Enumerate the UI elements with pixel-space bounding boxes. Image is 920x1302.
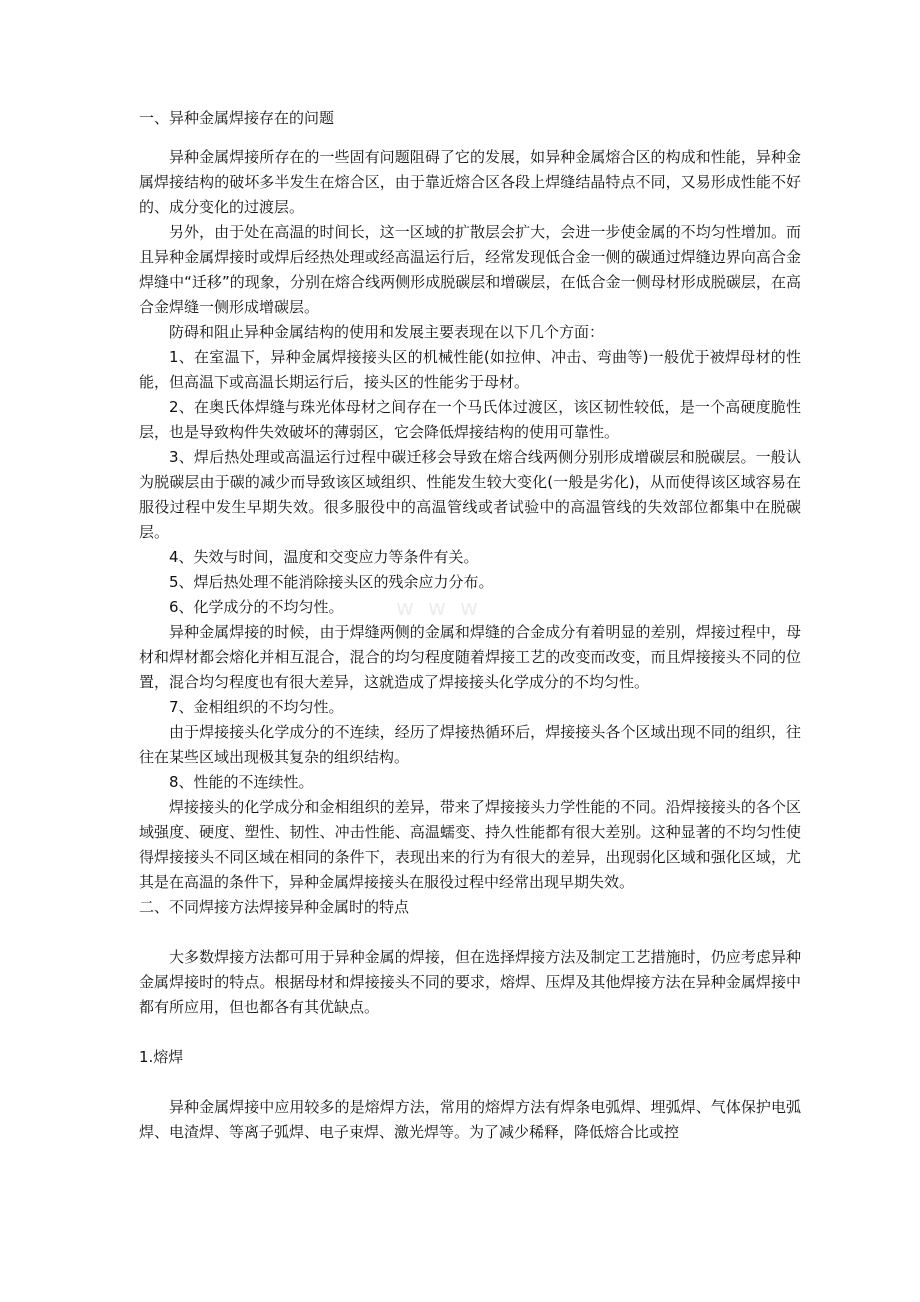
paragraph: 由于焊接接头化学成分的不连续，经历了焊接热循环后，焊接接头各个区域出现不同的组织，往往在某些区域出现极其复杂的组织结构。 [139,723,801,766]
section-2-paragraph: 大多数焊接方法都可用于异种金属的焊接，但在选择焊接方法及制定工艺措施时，仍应考虑异种金属焊接时的特点。根据母材和焊接接头不同的要求，熔焊、压焊及其他焊接方法在异种金属焊接中都有所应用，但也都各有其优缺点。 [139,948,801,1016]
list-item: 1、在室温下，异种金属焊接接头区的机械性能(如拉伸、冲击、弯曲等)一般优于被焊母材的性能，但高温下或高温长期运行后，接头区的性能劣于母材。 [139,348,801,391]
section-3-paragraph: 异种金属焊接中应用较多的是熔焊方法，常用的熔焊方法有焊条电弧焊、埋弧焊、气体保护电弧焊、电渣焊、等离子弧焊、电子束焊、激光焊等。为了减少稀释，降低熔合比或控 [139,1098,801,1141]
list-item: 2、在奥氏体焊缝与珠光体母材之间存在一个马氏体过渡区，该区韧性较低，是一个高硬度脆性层，也是导致构件失效破坏的薄弱区，它会降低焊接结构的使用可靠性。 [139,398,801,441]
list-item: 4、失效与时间，温度和交变应力等条件有关。 [169,548,479,566]
paragraph: 异种金属焊接的时候，由于焊缝两侧的金属和焊缝的合金成分有着明显的差别，焊接过程中，母材和焊材都会熔化并相互混合，混合的均匀程度随着焊接工艺的改变而改变，而且焊接接头不同的位置，混合均匀程度也有很大差异，这就造成了焊接接头化学成分的不均匀性。 [139,623,801,691]
document-body [139,106,801,1145]
list-item: 6、化学成分的不均匀性。 [169,598,344,616]
section-1-body [139,145,801,895]
subsection-heading-fusion: 1.熔焊 [139,1048,184,1066]
paragraph: 另外，由于处在高温的时间长，这一区域的扩散层会扩大，会进一步使金属的不均匀性增加。而且异种金属焊接时或焊后经热处理或经高温运行后，经常发现低合金一侧的碳通过焊缝边界向高合金焊缝中“迁移”的现象，分别在熔合线两侧形成脱碳层和增碳层，在低合金一侧母材形成脱碳层，在高合金焊缝一侧形成增碳层。 [139,223,801,316]
list-item: 8、性能的不连续性。 [169,773,314,791]
list-item: 7、金相组织的不均匀性。 [169,698,344,716]
section-heading-1: 一、异种金属焊接存在的问题 [139,109,335,127]
list-item: 5、焊后热处理不能消除接头区的残余应力分布。 [169,573,494,591]
watermark: www [396,596,492,621]
section-heading-2: 二、不同焊接方法焊接异种金属时的特点 [139,898,410,916]
paragraph: 防碍和阻止异种金属结构的使用和发展主要表现在以下几个方面： [169,323,605,341]
paragraph: 焊接接头的化学成分和金相组织的差异，带来了焊接接头力学性能的不同。沿焊接接头的各个区域强度、硬度、塑性、韧性、冲击性能、高温蠕变、持久性能都有很大差别。这种显著的不均匀性使得焊接接头不同区域在相同的条件下，表现出来的行为有很大的差异，出现弱化区域和强化区域，尤其是在高温的条件下，异种金属焊接接头在服役过程中经常出现早期失效。 [139,798,801,891]
list-item: 3、焊后热处理或高温运行过程中碳迁移会导致在熔合线两侧分别形成增碳层和脱碳层。一般认为脱碳层由于碳的减少而导致该区域组织、性能发生较大变化(一般是劣化)，从而使得该区域容易在服役过程中发生早期失效。很多服役中的高温管线或者试验中的高温管线的失效部位都集中在脱碳层。 [139,448,801,541]
paragraph: 异种金属焊接所存在的一些固有问题阻碍了它的发展，如异种金属熔合区的构成和性能，异种金属焊接结构的破坏多半发生在熔合区，由于靠近熔合区各段上焊缝结晶特点不同，又易形成性能不好的、成分变化的过渡层。 [139,148,801,216]
